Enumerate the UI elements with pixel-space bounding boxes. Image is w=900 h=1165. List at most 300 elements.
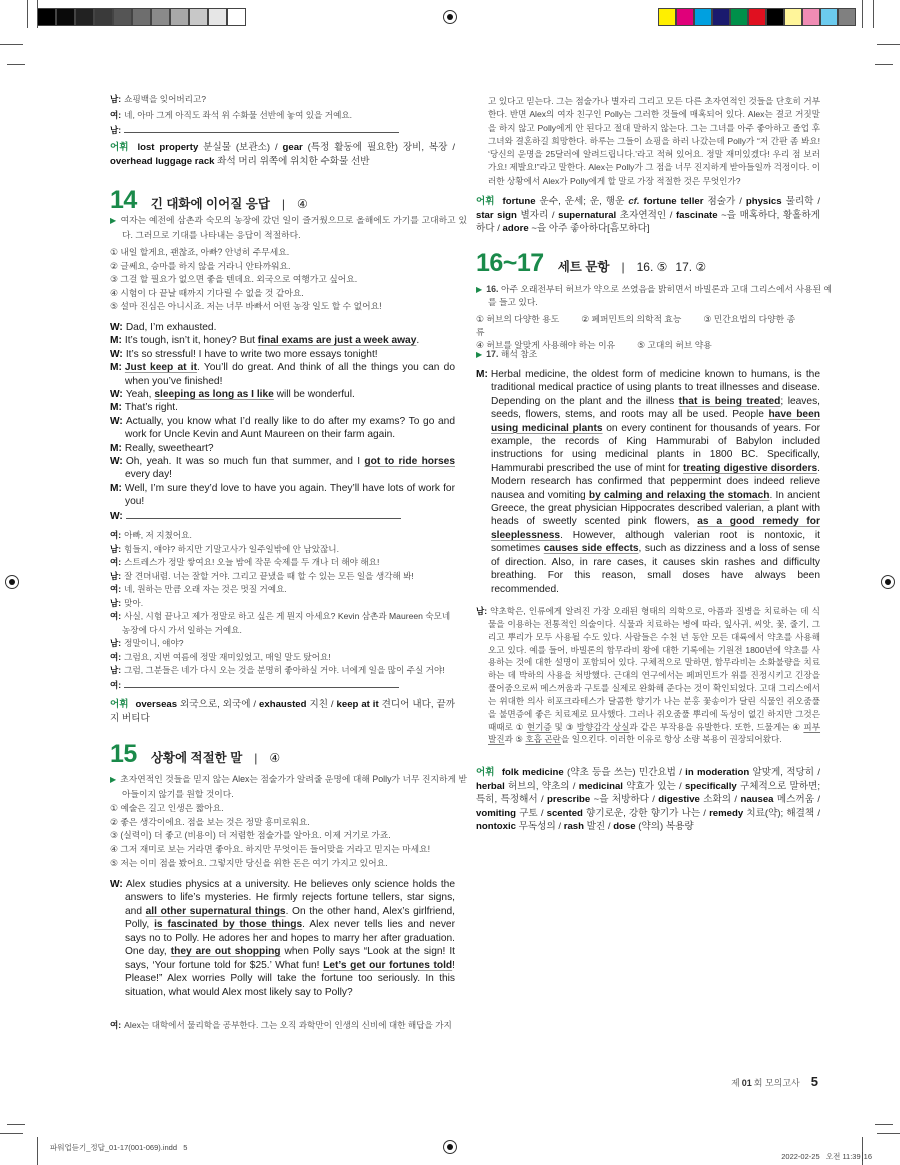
dialog-line <box>110 597 455 611</box>
color-swatch <box>227 8 246 26</box>
speaker-label: 남: <box>110 638 122 648</box>
line-text <box>124 652 331 662</box>
emphasis-text: physics <box>745 196 782 207</box>
option: ④ 허브를 알맞게 사용해야 하는 이유 <box>476 340 616 350</box>
speaker-label: 여: <box>110 109 122 120</box>
process-color-bar <box>658 0 858 30</box>
page-number: 5 <box>810 1074 818 1089</box>
explanation-text: 여자는 예전에 삼촌과 숙모의 농장에 갔던 일이 즐거웠으므로 올해에도 가기를 고대하고 있다. 그러므로 기대를 나타내는 응답이 적절하다. <box>120 215 467 240</box>
vocabulary-label: 어휘 <box>110 699 129 710</box>
crop-mark <box>873 0 874 28</box>
emphasis-text: prescribe <box>547 794 591 805</box>
text-run: . Modern research has confirmed that peppermint does indeed relieve nausea and vomiting <box>491 462 820 501</box>
answer-17: 17. ② <box>675 260 707 274</box>
color-swatch <box>802 8 820 26</box>
q15-heading <box>110 740 455 769</box>
footer-prefix: 제 <box>731 1078 740 1088</box>
speaker-label: 남: <box>110 94 122 104</box>
color-swatch <box>113 8 132 26</box>
line-text <box>126 389 355 400</box>
emphasis-text: adore <box>502 223 529 234</box>
answer: ④ <box>297 197 308 211</box>
separator: | <box>254 751 258 765</box>
speaker-label: 여: <box>110 584 122 594</box>
color-swatch <box>37 8 56 26</box>
text-run: 을 일으킨다. 이러한 이유로 항상 소량 복용이 권장되어왔다. <box>561 734 782 745</box>
answer-blank <box>124 123 399 133</box>
line-text <box>124 94 206 104</box>
emphasis-text: final exams are just a week away <box>257 335 417 347</box>
text-run: 소화의 / <box>699 794 741 805</box>
line-text <box>126 349 378 360</box>
emphasis-text: 방향감각 상실 <box>576 721 630 732</box>
emphasis-text: fascinate <box>675 209 718 221</box>
text-run: It’s tough, isn’t it, honey? But <box>124 335 258 347</box>
line-text <box>125 483 455 507</box>
emphasis-text: cf. <box>628 196 640 207</box>
speaker-label: 여: <box>110 651 122 662</box>
text-run: 네, 아마 그게 아직도 좌석 위 수화물 선반에 놓여 있을 거예요. <box>124 109 353 120</box>
question-number: 14 <box>110 186 137 214</box>
emphasis-text: medicinal <box>578 780 623 792</box>
explanation-label: 16. <box>486 284 499 294</box>
color-swatch <box>838 8 856 26</box>
emphasis-text: exhausted <box>259 699 307 710</box>
speaker-label: 여: <box>110 1020 122 1030</box>
text-run: . <box>416 335 420 347</box>
emphasis-text: got to ride horses <box>364 456 455 468</box>
crop-mark <box>37 1137 38 1165</box>
text-run: Yeah, <box>125 389 155 401</box>
slug-date: 2022-02-25 오전 11:39 <box>781 1152 861 1161</box>
dialog-line <box>110 678 455 693</box>
q13-dialog-end <box>110 92 455 139</box>
q13-vocabulary <box>110 141 455 169</box>
gray-color-bar <box>37 0 247 30</box>
speaker-label: 여: <box>110 530 122 540</box>
line-text <box>491 369 820 595</box>
dialog-line <box>110 583 455 597</box>
speaker-label: M: <box>110 335 122 347</box>
text-run: ! Please!” Alex worries Polly will take the fortune too seriously. In this situation, what would Alex most likely say to Polly? <box>125 959 455 998</box>
emphasis-text: that is being treated <box>678 395 781 407</box>
dialog-line <box>110 108 455 124</box>
text-run: . On the other hand, Alex’s girlfriend, Polly, <box>125 905 455 931</box>
text-run: Actually, you know what I’d really like to do after my exams? To go and work for Uncle Kevin and Aunt Maureen on their farm again. <box>125 415 455 441</box>
question-number: 16~17 <box>476 249 544 277</box>
slug-sheet: 16 <box>863 1152 872 1161</box>
text-run: Well, I’m sure they’d love to have you again. They’ll have lots of work for you! <box>124 482 455 508</box>
option: ③ 그걸 할 필요가 없으면 좋을 텐데요. 외국으로 여행가고 싶어요. <box>110 274 358 284</box>
text-run: 그럼요, 지번 여름에 정말 재미있었고, 매일 말도 탔어요! <box>124 651 331 662</box>
text-run: 및 ③ <box>551 721 577 732</box>
q14-heading <box>110 186 455 215</box>
text-run: 과 같은 부작용을 유발한다. 또한, 드물게는 ④ <box>629 721 804 732</box>
emphasis-text: in moderation <box>685 767 750 778</box>
q15-translation-continued <box>476 95 820 188</box>
color-swatch <box>694 8 712 26</box>
crop-mark <box>0 1133 23 1134</box>
option: ④ 그저 재미로 보는 거라면 좋아요. 하지만 무엇이든 들어맞을 거라고 믿지는 마세요! <box>110 844 431 855</box>
emphasis-text: supernatural <box>558 209 617 221</box>
line-text <box>125 443 214 454</box>
speaker-label: M: <box>110 402 122 414</box>
crop-mark <box>875 1124 893 1125</box>
dialog-line <box>110 878 455 999</box>
color-swatch <box>94 8 113 26</box>
q16-17-heading <box>476 249 820 278</box>
emphasis-text: causes side effects <box>543 543 639 555</box>
color-swatch <box>676 8 694 26</box>
options-row <box>476 313 820 339</box>
speaker-label: M: <box>476 369 488 380</box>
color-swatch <box>132 8 151 26</box>
footer-round: 01 <box>741 1078 752 1088</box>
emphasis-text: 현기증 <box>526 721 552 732</box>
line-text <box>124 557 379 567</box>
text-run: Really, sweetheart? <box>124 442 214 454</box>
emphasis-text: gear <box>282 142 303 153</box>
text-run: . You’ll do great. And think of all the things you can do when you’ve finished! <box>125 362 455 387</box>
text-run: ; leaves, seeds, flowers, stems, and roots may all be used. People <box>491 395 820 421</box>
dialog-line <box>110 401 455 414</box>
text-run: ~을 처방하다 / <box>590 794 659 805</box>
speaker-label: 여: <box>110 679 122 690</box>
text-run: when Polly says “Look at the sign! It says, ‘Your fortune told for $25.’ What fun! <box>125 946 455 971</box>
text-run: 외국으로, 외국에 / <box>177 699 260 710</box>
text-run: 약초학은, 인류에게 알려진 가장 오래된 형태의 의학으로, 아픔과 질병을 치료하는 데 식물을 이용하는 전통적인 의술이다. 식물과 치료하는 병에 따라, 잎사귀, 씨앗, 꽃, 줄기, 그리고 뿌리가 모두 사용될 수도 있다. 사람들은 수천 년 동안 모든 대륙에서 약초를 사용해오고 있다. 예를 들어, 바빌론의 함무라비 왕에 대한 기록에는 기원전 1800년에 약초를 사용하는 것에 대한 설명이 포함되어 있다. 구체적으로 말하면, 함무라비는 소화불량을 치료하는 데 박하의 사용을 처방했다. 근대의 연구에서는 페퍼민트가 위를 진정시키고 긴장을 풀어줌으로써 메스꺼움과 구토를 실제로 완화해 준다는 것이 확인되었다. 고대 그리스에서는 위대한 의사 히포크라테스가 달콤한 향기가 나는 분홍 꽃송이가 달린 식물인 쥐오줌풀을 불면증에 좋은 치료제로 묘사했다. 그러나 쥐오줌풀 뿌리에 독성이 없긴 하지만 그것은 때때로 ① <box>488 606 820 732</box>
text-run: 운수, 운세; 운, 행운 <box>535 196 629 207</box>
question-type: 긴 대화에 이어질 응답 <box>150 197 270 211</box>
text-run: ~을 아주 좋아하다[흠모하다] <box>528 223 650 234</box>
color-swatch <box>208 8 227 26</box>
text-run: That’s right. <box>124 402 178 414</box>
speaker-label: 남: <box>110 125 122 135</box>
dialog-line <box>110 321 455 334</box>
speaker-label: 여: <box>110 611 122 621</box>
text-run: . However, although valerian root is nontoxic, it sometimes <box>491 529 820 555</box>
question-type: 세트 문항 <box>557 260 610 274</box>
separator: | <box>281 197 286 211</box>
explanation-text: 초자연적인 것들을 믿지 않는 Alex는 점술가가 알려줄 운명에 대해 Polly가 너무 진지하게 받아들이지 않기를 원할 것이다. <box>120 774 468 799</box>
text-run: 별자리 / <box>516 209 559 221</box>
speaker-label: W: <box>110 415 123 427</box>
emphasis-text: treating digestive disorders <box>683 462 818 474</box>
separator: | <box>621 260 625 274</box>
answer-blank <box>126 509 401 519</box>
text-run: 향기로운, 강한 향기가 나는 / <box>582 807 710 819</box>
q17-note <box>476 348 832 361</box>
option: ⑤ 저는 이미 점을 봤어요. 그렇지만 당신을 위한 돈은 여기 가지고 있어요. <box>110 857 388 868</box>
text-run: 견디어 내다, 끝까지 버티다 <box>110 699 455 725</box>
line-text <box>125 456 455 480</box>
emphasis-text: fortune teller <box>643 196 704 207</box>
option: ① 내일 할게요, 괜찮죠, 아빠? 안녕히 주무세요. <box>110 247 290 257</box>
crop-mark <box>877 44 900 45</box>
text-run: 잘 견뎌내렴. 너는 잘할 거야. 그리고 끝냈을 때 할 수 있는 모든 일을 생각해 봐! <box>124 570 414 581</box>
question-number: 15 <box>110 740 137 768</box>
emphasis-text: remedy <box>709 807 744 819</box>
text-run: 발진 / <box>583 821 614 832</box>
emphasis-text: sleeping as long as I like <box>154 389 274 401</box>
emphasis-text: Just keep at it <box>124 362 198 374</box>
text-run: 좌석 머리 위쪽에 위치한 수화물 선반 <box>214 156 370 168</box>
line-text <box>124 110 352 120</box>
emphasis-text: herbal <box>476 780 505 792</box>
emphasis-text: digestive <box>658 794 700 805</box>
triangle-bullet-icon: ▶ <box>476 350 483 359</box>
dialog-line <box>110 651 455 665</box>
dialog-line <box>110 123 455 139</box>
option: ④ 시험이 다 끝날 때까지 기다릴 수 없을 것 같아요. <box>110 287 304 298</box>
emphasis-text: they are out shopping <box>170 946 281 958</box>
option: ⑤ 고대의 허브 약용 <box>637 340 712 350</box>
text-run: (약초 등을 쓰는) 민간요법 / <box>563 767 686 778</box>
text-run: 점술가 / <box>703 196 746 207</box>
dialog-line <box>110 1019 455 1033</box>
emphasis-text: by calming and relaxing the stomach <box>588 489 770 501</box>
speaker-label: M: <box>110 442 122 454</box>
emphasis-text: specifically <box>684 780 737 792</box>
line-text <box>124 665 444 675</box>
text-run: 네, 원하는 만큼 오래 자는 것은 멋질 거예요. <box>124 584 287 594</box>
crop-mark <box>7 1124 25 1125</box>
q16-options <box>476 313 820 352</box>
q14-options <box>110 246 455 314</box>
page-footer <box>731 1074 818 1089</box>
emphasis-text: folk medicine <box>501 767 564 778</box>
emphasis-text: dose <box>613 821 636 832</box>
line-text <box>126 322 217 333</box>
text-run: 힘들지, 얘야? 하지만 기말고사가 일주일밖에 안 남았잖니. <box>124 543 339 554</box>
emphasis-text: as a good remedy for sleeplessness <box>491 516 820 541</box>
line-text <box>124 530 192 540</box>
color-swatch <box>189 8 208 26</box>
text-run: 치료(약); 해결책 / <box>743 807 820 819</box>
option: ② 좋은 생각이에요. 점을 보는 것은 정말 흥미로워요. <box>110 816 310 827</box>
text-run: (약의) 복용량 <box>635 821 694 832</box>
line-text <box>125 879 455 998</box>
line-text <box>488 606 820 744</box>
line-text <box>124 1020 452 1030</box>
line-text <box>124 584 287 594</box>
speaker-label: 남: <box>110 570 122 581</box>
registration-mark-icon <box>5 575 19 589</box>
dialog-line <box>110 334 455 347</box>
translation-text: 고 있다고 믿는다. 그는 점술가나 별자리 그리고 모든 다른 초자연적인 것들을 단호히 거부한다. 반면 Alex의 여자 친구인 Polly는 그러한 것들에 매혹되어 있다. Alex는 결코 거짓말을 하지 않고 Polly에게 안 된다고 절대 말하지 않는다. 그는 그녀를 아주 좋아하고 졸업 후 그녀와 결혼하길 희망한다. 하루는 그들이 쇼핑을 하러 나갔는데 Polly가 “저 간판 좀 봐요! ‘당신의 운명을 25달러에 알려드립니다.’라고 적혀 있어요. 정말 재미있겠다! 우리 점 보러 가요! 제발요!”라고 말한다. Alex는 Polly가 그 점을 너무 진지하게 받아들일까 걱정이다. 이러한 상황에서 Alex가 Polly에게 할 말로 가장 적절한 것은 무엇인가? <box>488 96 820 186</box>
speaker-label: W: <box>110 322 123 333</box>
dialog-line <box>110 455 455 482</box>
emphasis-text: overhead luggage rack <box>110 156 215 168</box>
explanation-text: 아주 오래전부터 허브가 약으로 쓰였음을 밝히면서 바빌론과 고대 그리스에서 사용된 예를 들고 있다. <box>488 284 832 307</box>
q14-dialog <box>110 321 455 523</box>
line-text <box>125 362 455 386</box>
registration-mark-icon <box>443 1140 457 1154</box>
emphasis-text: keep at it <box>336 699 379 710</box>
text-run: Alex studies physics at a university. He believes only science holds the answers to life’s mysteries. He firmly rejects fortune tellers, star signs, and <box>125 879 455 917</box>
emphasis-text: scented <box>546 807 583 819</box>
crop-mark <box>877 1133 900 1134</box>
crop-mark <box>7 64 25 65</box>
text-run: 맞아. <box>124 597 144 608</box>
dialog-line <box>110 361 455 388</box>
crop-mark <box>862 0 863 28</box>
color-swatch <box>658 8 676 26</box>
line-text <box>125 402 178 413</box>
text-run: will be wonderful. <box>273 389 355 401</box>
text-run: . Alex never tells lies and never says no to Polly. He adores her and hopes to marry her after graduation. One day, <box>125 919 455 958</box>
q14-explanation <box>110 213 467 243</box>
option: ③ (실력이) 더 좋고 (비용이) 더 저렴한 점술가를 알아요. 이제 거기로 가죠. <box>110 830 391 841</box>
dialog-line <box>110 415 455 442</box>
answer-16: 16. ⑤ <box>636 260 668 274</box>
option: ① 예술은 길고 인생은 짧아요. <box>110 803 224 813</box>
dialog-line <box>110 442 455 455</box>
color-swatch <box>151 8 170 26</box>
q14-vocabulary <box>110 698 455 726</box>
answer: ④ <box>269 751 281 765</box>
text-run: Herbal medicine, the oldest form of medicine known to humans, is the traditional medical practice of using plants to treat illnesses and disease. Depending on the plant and the illness <box>490 369 820 407</box>
note-text: 해석 참조 <box>500 349 538 359</box>
option: ③ 민간요법의 다양한 종류 <box>476 314 796 337</box>
dialog-line <box>110 388 455 401</box>
text-run: 알맞게, 적당히 / <box>749 767 820 778</box>
text-run: 허브의, 약초의 / <box>504 780 579 792</box>
q16-explanation <box>476 283 832 309</box>
line-text <box>124 638 183 648</box>
line-text <box>125 335 419 346</box>
color-swatch <box>712 8 730 26</box>
text-run: Alex는 대학에서 물리학을 공부한다. 그는 오직 과학만이 인생의 신비에 대한 해답을 가지 <box>124 1020 452 1030</box>
speaker-label: 여: <box>110 557 122 567</box>
q16-17-passage <box>476 368 820 596</box>
footer-suffix: 회 모의고사 <box>753 1078 800 1088</box>
q15-options <box>110 802 455 871</box>
text-run: 아빠, 저 지쳤어요. <box>124 530 192 540</box>
crop-mark <box>0 44 23 45</box>
text-run: It’s so stressful! I have to write two more essays tonight! <box>125 348 378 360</box>
emphasis-text: 호흡 곤란 <box>525 734 561 745</box>
text-run: 분실물 (보관소) / <box>198 142 283 153</box>
line-text <box>122 611 450 635</box>
speaker-label: W: <box>110 510 123 522</box>
dialog-line <box>110 610 455 637</box>
emphasis-text: star sign <box>476 209 517 221</box>
emphasis-text: Let’s get our fortunes told <box>323 959 453 971</box>
emphasis-text: fortune <box>502 196 536 207</box>
dialog-line <box>110 482 455 509</box>
vocabulary-label: 어휘 <box>110 142 129 153</box>
vocabulary-label: 어휘 <box>476 196 495 207</box>
text-run: 구토 / <box>515 807 547 819</box>
dialog-line <box>476 368 820 596</box>
dialog-line <box>110 570 455 584</box>
color-swatch <box>784 8 802 26</box>
emphasis-text: lost property <box>137 142 199 153</box>
text-run: Dad, I’m exhausted. <box>125 322 217 333</box>
note-label: 17. <box>486 349 499 359</box>
text-run: 지친 / <box>306 699 337 710</box>
dialog-line <box>110 543 455 557</box>
emphasis-text: is fascinated by those things <box>154 919 303 931</box>
color-swatch <box>56 8 75 26</box>
q15-passage <box>110 878 455 999</box>
registration-mark-icon <box>881 575 895 589</box>
color-swatch <box>820 8 838 26</box>
speaker-label: 남: <box>110 597 122 608</box>
text-run: 메스꺼움 / <box>773 794 820 805</box>
color-swatch <box>170 8 189 26</box>
text-run: 쇼핑백을 잊어버리고? <box>124 94 207 104</box>
emphasis-text: rash <box>563 821 584 832</box>
dialog-line <box>110 637 455 651</box>
text-run: 초자연적인 / <box>616 209 676 221</box>
line-text <box>124 571 414 581</box>
text-run: on every continent for thousands of years. For example, the records of King Hammurabi of Babylon included instructions for using medicinal plants in 1800 BC. Specifically, Hammurabi prescribed the use of mint for <box>491 422 820 474</box>
dialog-line <box>110 348 455 361</box>
color-swatch <box>75 8 94 26</box>
speaker-label: 남: <box>110 665 122 675</box>
crop-mark <box>27 0 28 28</box>
emphasis-text: overseas <box>135 699 178 710</box>
text-run: every day! <box>125 469 172 481</box>
text-run: 과 ⑤ <box>504 734 526 745</box>
color-swatch <box>730 8 748 26</box>
crop-mark <box>37 0 38 28</box>
dialog-line <box>110 664 455 678</box>
dialog-line <box>110 556 455 570</box>
text-run: , such as dizziness and a loss of sense of direction. Also, in rare cases, it causes skin rashes and difficulty breathing. For this reason, small doses have always been recommended. <box>491 543 820 595</box>
q16-17-translation <box>476 605 820 746</box>
dialog-line <box>476 605 820 746</box>
q15-translation-start <box>110 1019 455 1033</box>
answer-blank <box>124 678 399 688</box>
q14-translation <box>110 529 455 692</box>
speaker-label: W: <box>110 879 123 890</box>
triangle-bullet-icon: ▶ <box>476 285 483 294</box>
triangle-bullet-icon: ▶ <box>110 775 117 784</box>
speaker-label: W: <box>110 389 123 401</box>
emphasis-text: 피부 발진 <box>488 721 821 745</box>
emphasis-text: all other supernatural things <box>145 905 286 917</box>
text-run: 스트레스가 정말 쌓여요! 오늘 밤에 작문 숙제를 두 개나 더 해야 해요! <box>124 557 380 567</box>
option: ② 페퍼민트의 의학적 효능 <box>581 314 682 324</box>
registration-mark-icon <box>443 10 457 24</box>
emphasis-text: nontoxic <box>476 821 516 832</box>
slug-filename: 파워업듣기_정답_01-17(001-069).indd 5 <box>50 1143 188 1152</box>
text-run: 구체적으로 말하면; 특히, 특정해서 / <box>476 780 820 805</box>
vocabulary-label: 어휘 <box>476 767 495 778</box>
text-run: . In ancient Greece, the great physician Hippocrates described valerian, a plant with heads of sweetly scented pink flowers, <box>491 489 820 528</box>
q15-vocabulary <box>476 195 820 236</box>
emphasis-text: have been using medicinal plants <box>491 409 820 434</box>
dialog-line <box>110 92 455 108</box>
crop-mark <box>875 64 893 65</box>
color-swatch <box>748 8 766 26</box>
text-run: 정말이니, 얘야? <box>124 638 184 648</box>
speaker-label: M: <box>110 362 122 374</box>
text-run: 무독성의 / <box>515 821 564 832</box>
option: ② 글쎄요, 승마를 하지 않을 거라니 안타까워요. <box>110 260 291 271</box>
emphasis-text: vomiting <box>476 807 516 819</box>
q15-explanation <box>110 772 467 801</box>
emphasis-text: nausea <box>740 794 774 805</box>
speaker-label: 남: <box>110 543 122 554</box>
text-run: 약효가 있는 / <box>622 780 685 792</box>
line-text <box>124 544 339 554</box>
line-text <box>124 598 143 608</box>
text-run: 사실, 시험 끝나고 제가 정말로 하고 싶은 게 뭔지 아세요? Kevin 삼촌과 Maureen 숙모네 농장에 다시 가서 일하는 거예요. <box>122 611 451 635</box>
